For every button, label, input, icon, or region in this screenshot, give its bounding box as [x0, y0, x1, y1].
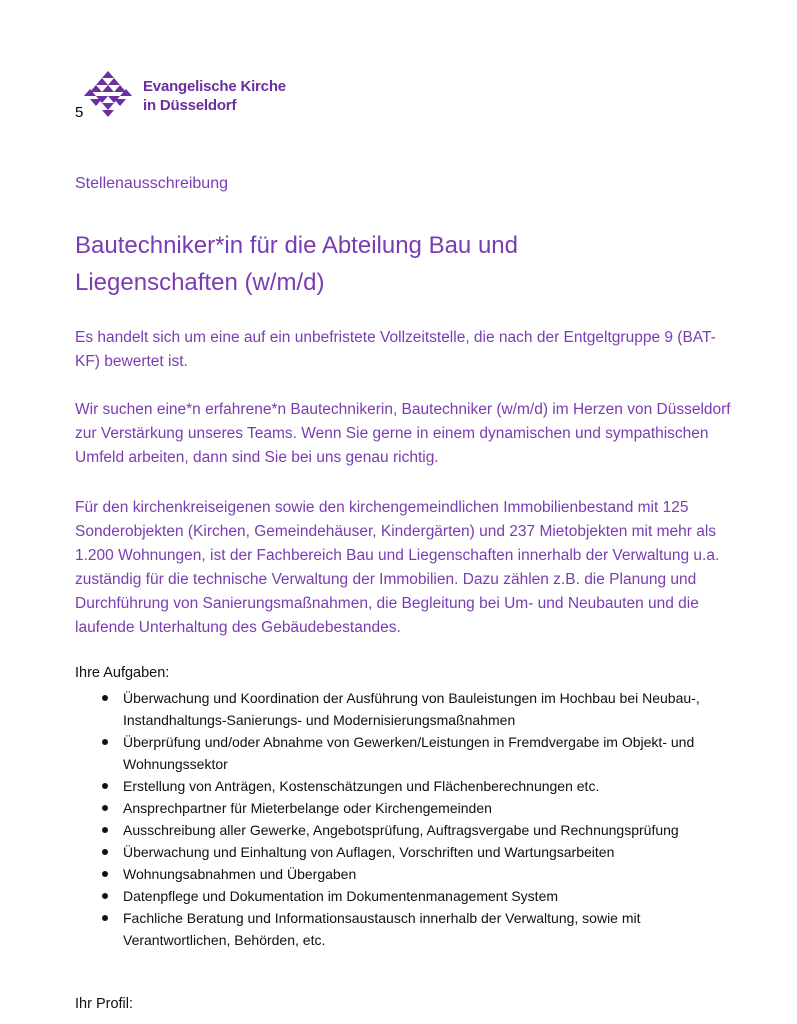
list-item: Wohnungsabnahmen und Übergaben [75, 863, 735, 885]
list-item: Überprüfung und/oder Abnahme von Gewerken/Leistungen in Fremdvergabe im Objekt- und Wohnungssektor [75, 731, 735, 775]
list-item: Ausschreibung aller Gewerke, Angebotsprüfung, Auftragsvergabe und Rechnungsprüfung [75, 819, 735, 841]
list-item: Erstellung von Anträgen, Kostenschätzungen und Flächenberechnungen etc. [75, 775, 735, 797]
department-paragraph: Für den kirchenkreiseigenen sowie den kirchengemeindlichen Immobilienbestand mit 125 Sonderobjekten (Kirchen, Gemeindehäuser, Kindergärten) und 237 Mietobjekten mit mehr als 1.200 Wohnungen, ist der Fachbereich Bau und Liegenschaften innerhalb der Verwaltung u.a. zuständig für die technische Verwaltung der Immobilien. Dazu zählen z.B. die Planung und Durchführung von Sanierungsmaßnahmen, die Begleitung bei Um- und Neubauten und die laufende Unterhaltung des Gebäudebestandes. [75, 499, 720, 636]
document-type-label: Stellenausschreibung [75, 175, 228, 192]
list-item: Überwachung und Koordination der Ausführung von Bauleistungen im Hochbau bei Neubau-, Instandhaltungs-Sanierungs- und Modernisierungsmaßnahmen [75, 687, 735, 731]
organization-name-line1: Evangelische Kirche [143, 78, 286, 95]
profile-heading: Ihr Profil: [75, 996, 134, 1012]
page-number: 5 [75, 104, 84, 121]
team-paragraph: Wir suchen eine*n erfahrene*n Bautechnikerin, Bautechniker (w/m/d) im Herzen von Düsseldorf zur Verstärkung unseres Teams. Wenn Sie gerne in einem dynamischen und sympathischen Umfeld arbeiten, dann sind Sie bei uns genau richtig. [75, 401, 731, 466]
intro-paragraph: Es handelt sich um eine auf ein unbefristete Vollzeitstelle, die nach der Entgeltgruppe 9 (BAT-KF) bewertet ist. [75, 329, 716, 370]
job-title-line2: Liegenschaften (w/m/d) [75, 269, 325, 296]
list-item: Datenpflege und Dokumentation im Dokumentenmanagement System [75, 885, 735, 907]
tasks-heading: Ihre Aufgaben: [75, 665, 170, 681]
tasks-list [75, 687, 735, 951]
cross-diamond-logo-icon [82, 71, 134, 117]
job-title-line1: Bautechniker*in für die Abteilung Bau und [75, 232, 518, 259]
organization-name [143, 77, 286, 115]
job-title [75, 227, 735, 301]
organization-name-line2: in Düsseldorf [143, 97, 237, 114]
list-item: Ansprechpartner für Mieterbelange oder Kirchengemeinden [75, 797, 735, 819]
list-item: Überwachung und Einhaltung von Auflagen, Vorschriften und Wartungsarbeiten [75, 841, 735, 863]
list-item: Fachliche Beratung und Informationsaustausch innerhalb der Verwaltung, sowie mit Verantwortlichen, Behörden, etc. [75, 907, 735, 951]
